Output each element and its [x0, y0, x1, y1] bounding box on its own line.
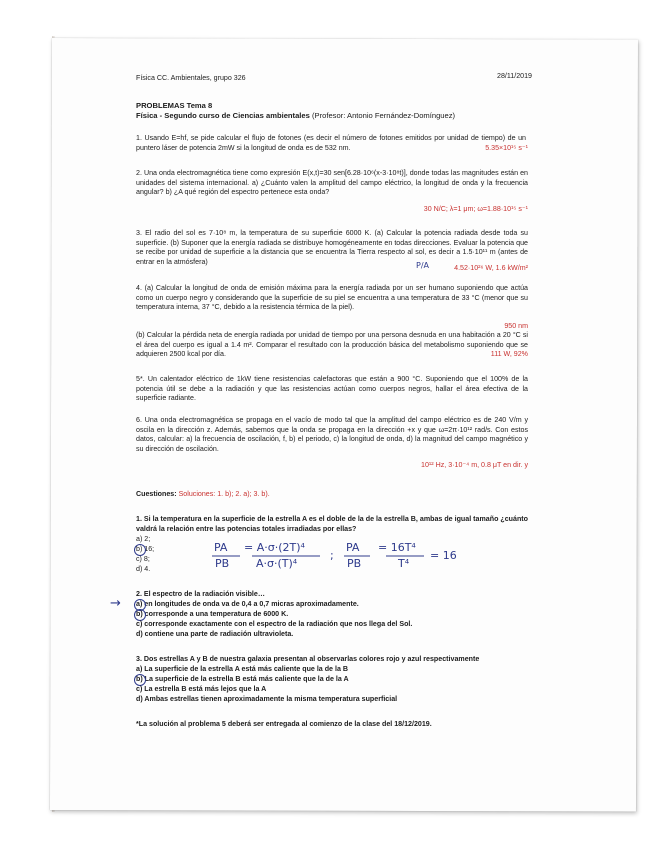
- problem-2-answer: 30 N/C; λ=1 μm; ω=1.88·10¹⁵ s⁻¹: [423, 205, 528, 213]
- question-2: 2. El espectro de la radiación visible…: [136, 590, 265, 598]
- q3-option-a: a) La superficie de la estrella A está más caliente que la de la B: [136, 665, 348, 673]
- problem-4a: 4. (a) Calcular la longitud de onda de emisión máxima para la energía radiada por un ser humano suponiendo que actúa como un cuerpo negro y considerando que la superficie de su piel se encuentra a una temperatura de 33 °C (menor que su temperatura interna, 37 °C, debido a la resistencia térmica de la piel).: [136, 284, 528, 312]
- question-1: 1. Si la temperatura en la superficie de la estrella A es el doble de la de la estrella B, ambas de igual tamaño ¿cuánto valdrá la relación entre las potencias totales irradiadas por ellas?: [136, 515, 528, 533]
- problem-2: 2. Una onda electromagnética tiene como expresión E(x,t)=30 sen[6.28·10⁶(x-3·10⁸t)], donde todas las magnitudes están en unidades del sistema internacional. a) ¿Cuánto valen la amplitud del campo eléctrico, la longitud de onda y la frecuencia angular? b) ¿A qué región del espectro pertenece esta onda?: [136, 169, 528, 197]
- date-label: 28/11/2019: [497, 72, 532, 80]
- problem-1-answer: 5.35×10¹⁵ s⁻¹: [485, 144, 528, 152]
- problem-4b-answer: 111 W, 92%: [490, 350, 528, 358]
- q1-option-b: b) 16;: [136, 545, 155, 553]
- page-title: PROBLEMAS Tema 8: [136, 101, 213, 110]
- hand-frac2-den: PB: [347, 557, 362, 570]
- problem-3-handnote: P/A: [416, 261, 429, 270]
- questions-heading: [136, 490, 270, 500]
- q2-option-d: d) contiene una parte de radiación ultravioleta.: [136, 630, 294, 638]
- hand-rhs2-num: = 16T⁴: [378, 541, 416, 554]
- hand-frac1-den: PB: [215, 557, 230, 570]
- question-3: 3. Dos estrellas A y B de nuestra galaxia presentan al observarlas colores rojo y azul respectivamente: [136, 655, 480, 663]
- problem-4b: (b) Calcular la pérdida neta de energía radiada por unidad de tiempo por una persona desnuda en una habitación a 20 °C si el área del cuerpo es igual a 1.4 m². Comparar el resultado con la producción básica del metabolismo suponiendo que se adquieren 2500 kcal por día.: [136, 331, 528, 359]
- questions-label: Cuestiones:: [136, 490, 177, 498]
- subtitle: [136, 111, 455, 121]
- q2-option-b: b) corresponde a una temperatura de 6000 K.: [136, 610, 289, 618]
- subtitle-course: Física - Segundo curso de Ciencias ambientales: [136, 111, 310, 120]
- q2-option-c: c) corresponde exactamente con el espectro de la radiación que nos llega del Sol.: [136, 620, 413, 628]
- hand-rhs1-num: = A·σ·(2T)⁴: [244, 541, 305, 554]
- problem-3: 3. El radio del sol es 7·10⁸ m, la temperatura de su superficie 6000 K. (a) Calcular la potencia radiada desde toda su superficie. (b) Suponer que la energía radiada se distribuye homogéneamente en todas direcciones. Evaluar la potencia que se recibe por unidad de superficie a la distancia que se encuentra la Tierra respecto al sol, es decir a 1.5·10¹¹ m (antes de entrar en la atmósfera): [136, 229, 528, 266]
- q1-option-c: c) 8;: [136, 555, 150, 563]
- q3-option-c: c) La estrella B está más lejos que la A: [136, 685, 267, 693]
- problem-5: 5*. Un calentador eléctrico de 1kW tiene resistencias calefactoras que están a 900 °C. Suponiendo que el 100% de la potencia útil se debe a la radiación y que las resistencias actúan como cuerpos negros, hallar el área efectiva de la superficie radiante.: [136, 375, 528, 403]
- q1-option-a: a) 2;: [136, 535, 151, 543]
- problem-6-answer: 10¹² Hz, 3·10⁻⁴ m, 0.8 μT en dir. y: [421, 461, 528, 469]
- problem-1: [136, 134, 526, 153]
- q1-option-d: d) 4.: [136, 565, 151, 573]
- hand-frac1-num: PA: [214, 541, 228, 554]
- course-label: Física CC. Ambientales, grupo 326: [136, 74, 246, 82]
- hand-rhs1-den: A·σ·(T)⁴: [256, 557, 298, 570]
- problem-4a-answer: 950 nm: [504, 322, 528, 330]
- hand-separator: ;: [330, 549, 334, 562]
- q3-option-d: d) Ambas estrellas tienen aproximadamente la misma temperatura superficial: [136, 695, 398, 703]
- hand-frac2-num: PA: [346, 541, 360, 554]
- problem-6: 6. Una onda electromagnética se propaga en el vacío de modo tal que la amplitud del campo eléctrico es de 240 V/m y oscila en la dirección z. Además, sabemos que la onda se propaga en la dirección +x y que ω=2π·10¹² rad/s. Con estos datos, calcular: a) la frecuencia de oscilación, f, b) el periodo, c) la longitud de onda, d) la magnitud del campo magnético y su dirección de oscilación.: [136, 416, 528, 453]
- q2-option-a: a) en longitudes de onda va de 0,4 a 0,7 micras aproximadamente.: [136, 600, 359, 608]
- subtitle-professor: (Profesor: Antonio Fernández-Domínguez): [309, 111, 456, 120]
- q3-option-b: b) La superficie de la estrella B está más caliente que la de la A: [136, 675, 349, 683]
- problem-1-text: 1. Usando E=hf, se pide calcular el flujo de fotones (es decir el número de fotones emitidos por unidad de tiempo) de un puntero láser de potencia 2mW si la longitud de onda es de 532 nm.: [136, 134, 526, 152]
- hand-arrow-icon: →: [110, 596, 121, 611]
- hand-result: = 16: [430, 549, 457, 562]
- hand-rhs2-den: T⁴: [398, 557, 410, 570]
- questions-solutions: Soluciones: 1. b); 2. a); 3. b).: [176, 490, 270, 498]
- footnote: *La solución al problema 5 deberá ser entregada al comienzo de la clase del 18/12/2019.: [136, 720, 432, 728]
- problem-3-answer: 4.52·10²⁶ W, 1.6 kW/m²: [454, 264, 528, 272]
